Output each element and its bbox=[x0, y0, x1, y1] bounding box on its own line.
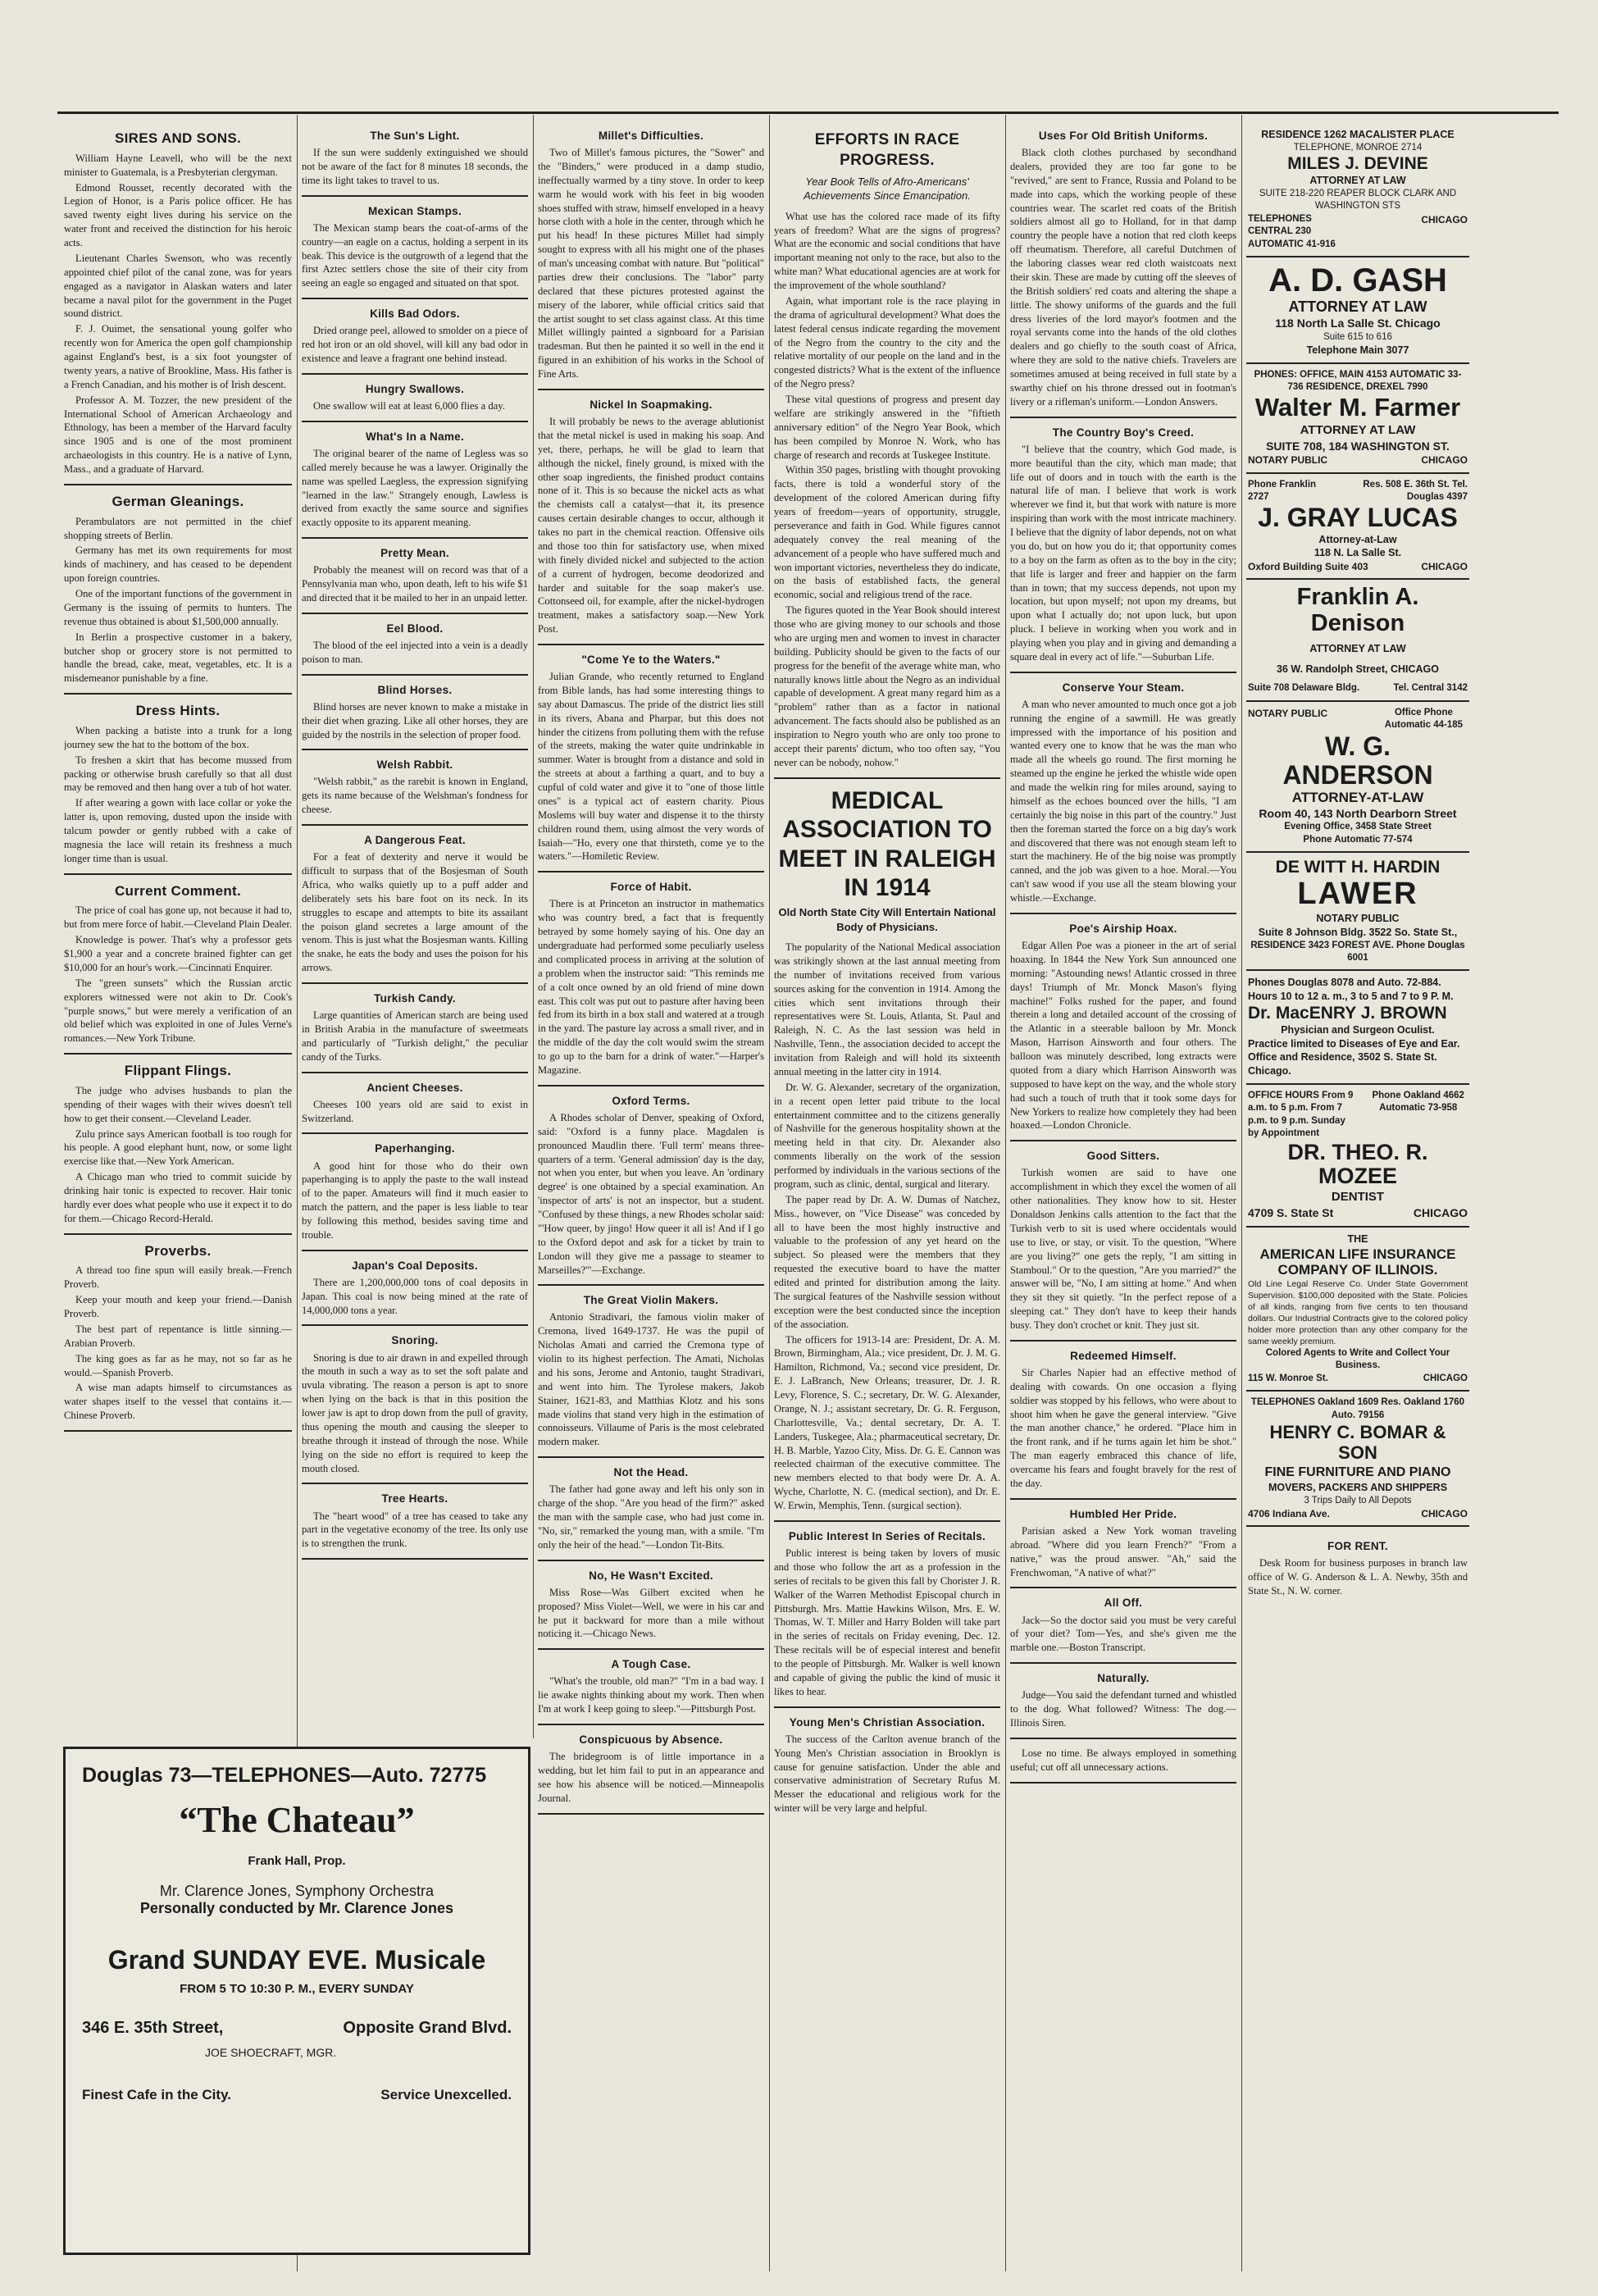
chateau-phones: Douglas 73—TELEPHONES—Auto. 72775 bbox=[82, 1764, 487, 1787]
article-heading: Good Sitters. bbox=[1086, 1150, 1160, 1163]
ad-farmer-address: SUITE 708, 184 WASHINGTON ST. bbox=[1266, 439, 1450, 453]
article-heading: Conspicuous by Absence. bbox=[579, 1733, 723, 1746]
ad-lucas-building: Oxford Building Suite 403 bbox=[1248, 561, 1368, 572]
column-divider bbox=[769, 115, 770, 2271]
ad-devine-phones: TELEPHONES CENTRAL 230 AUTOMATIC 41-916 bbox=[1248, 213, 1336, 249]
ad-life-text: Old Line Legal Reserve Co. Under State Government Supervision. $100,000 deposited with the State. Policies of all kinds, ranging from five cents to ten thousand dollars. Our Industrial Contracts give to the colored policy holder more protection than any other company for the same weekly premium. bbox=[1248, 1278, 1468, 1346]
article-text: Parisian asked a New York woman traveling abroad. "Where did you learn French?" "From a native," was the proud answer. "Ah," said the Frenchwoman, "A native of what?" bbox=[1010, 1524, 1236, 1578]
article-rule bbox=[774, 1706, 1000, 1708]
article-rule bbox=[774, 777, 1000, 779]
ad-hardin-address: Suite 8 Johnson Bldg. 3522 So. State St., bbox=[1258, 926, 1458, 938]
article-rule bbox=[1010, 417, 1236, 418]
ad-anderson-phone: Office Phone Automatic 44-185 bbox=[1384, 707, 1464, 731]
paragraph: Edmond Rousset, recently decorated with the Legion of Honor, is a Paris police officer. He has saved twenty eight lives during his service on the water front and received the distinction for his heroic acts. bbox=[64, 181, 292, 249]
ad-hardin-name: DE WITT H. HARDIN bbox=[1275, 858, 1441, 877]
article-text: The paper read by Dr. A. W. Dumas of Natchez, Miss., however, on "Vice Disease" was conceded by all to have been the most highly instructive and valuable to the profession of any yet heard on the subject. So pleased were the members that they requested the executive board to have the matter edited and printed for distribution among the laity. The surgical features of the Nashville session without exception were the best conducted since the inception of the association. bbox=[774, 1193, 1000, 1330]
ad-brown-practice: Practice limited to Diseases of Eye and Ear. bbox=[1248, 1037, 1460, 1050]
article-heading: Nickel In Soapmaking. bbox=[590, 398, 712, 411]
ad-anderson-evening: Evening Office, 3458 State Street bbox=[1284, 822, 1432, 832]
article-rule bbox=[1010, 1782, 1236, 1784]
ad-bomar-trips: 3 Trips Daily to All Depots bbox=[1304, 1495, 1412, 1506]
article-rule bbox=[774, 1520, 1000, 1522]
article-text: "What's the trouble, old man?" "I'm in a bad way. I lie awake nights thinking about my work. Then when I'm at work I keep going to sleep."—Pittsburgh Post. bbox=[538, 1675, 764, 1715]
article-rule bbox=[1010, 672, 1236, 673]
column-divider bbox=[533, 115, 534, 1738]
article-text: Jack—So the doctor said you must be very careful of your diet? Tom—Yes, and she's given me the marble one.—Boston Transcript. bbox=[1010, 1614, 1236, 1654]
article-rule bbox=[1010, 1738, 1236, 1739]
article-heading: Paperhanging. bbox=[375, 1142, 455, 1155]
chateau-prop: Frank Hall, Prop. bbox=[248, 1854, 346, 1868]
article-heading: Naturally. bbox=[1097, 1672, 1150, 1685]
article-text: A Rhodes scholar of Denver, speaking of Oxford, said: "Oxford is a funny place. Magdalen is pronounced Maudlin there. 'Full term' means three-quarters of a term. 'General admission' day is the day, not when you enter, but when you leave. An 'ordinary degree' is one obtained by a special examination. An 'inspector of arts' is not an inspector, but a student. "Confused by these things, a new Rhodes scholar said: "'How queer, by jingo! How queer it all is! And if I go to the Oxford depot and ask for a ticket by train to London will they give me a passage to steamer to Marseilles?'"—Exchange. bbox=[538, 1111, 764, 1276]
ad-life-city: CHICAGO bbox=[1423, 1373, 1468, 1383]
article-heading: Pretty Mean. bbox=[380, 547, 449, 560]
section-rule bbox=[64, 1233, 292, 1235]
recitals-heading: Public Interest In Series of Recitals. bbox=[788, 1529, 986, 1542]
ad-bomar-movers: MOVERS, PACKERS AND SHIPPERS bbox=[1268, 1482, 1448, 1494]
article-rule bbox=[302, 298, 528, 299]
article-rule bbox=[1010, 1340, 1236, 1342]
article-text: What use has the colored race made of its fifty years of freedom? What are the signs of progress? What are the economic and social conditions that have important meaning not only to the race, but also to the white man? What educational agencies are at work for the improvement of the whole southland? bbox=[774, 210, 1000, 292]
section-rule bbox=[64, 1430, 292, 1432]
section-heading: SIRES AND SONS. bbox=[114, 130, 242, 146]
section-heading: Dress Hints. bbox=[135, 703, 221, 719]
article-text: There are 1,200,000,000 tons of coal deposits in Japan. This coal is now being mined at the rate of 14,000,000 tons a year. bbox=[302, 1276, 528, 1316]
chateau-finest: Finest Cafe in the City. bbox=[82, 2087, 231, 2102]
chateau-conducted: Personally conducted by Mr. Clarence Jones bbox=[139, 1900, 454, 1916]
article-heading: Millet's Difficulties. bbox=[598, 130, 704, 142]
column-1 bbox=[64, 123, 292, 1730]
ad-life-name: AMERICAN LIFE INSURANCE COMPANY OF ILLINOIS. bbox=[1259, 1246, 1456, 1278]
medical-headline: MEDICAL ASSOCIATION TO MEET IN RALEIGH IN 1914 bbox=[778, 786, 996, 901]
article-heading: Tree Hearts. bbox=[381, 1492, 448, 1506]
ad-life-the: THE bbox=[1347, 1232, 1368, 1245]
article-heading: Snoring. bbox=[391, 1334, 439, 1347]
ad-brown-title: Physician and Surgeon Oculist. bbox=[1281, 1023, 1435, 1036]
article-heading: The Sun's Light. bbox=[370, 130, 460, 142]
article-text: Miss Rose—Was Gilbert excited when he proposed? Miss Violet—Well, we were in his car and he put it backward for more than a mile without noticing it.—Chicago News. bbox=[538, 1586, 764, 1640]
ad-bomar-city: CHICAGO bbox=[1421, 1508, 1468, 1520]
column-6-advertisements bbox=[1246, 123, 1469, 2271]
ad-devine-title: ATTORNEY AT LAW bbox=[1309, 175, 1406, 187]
paragraph: Lieutenant Charles Swenson, who was recently appointed chief pilot of the canal zone, was for years engaged as a navigator in Alaskan waters and later became a naval pilot for the government in the Puget sound district. bbox=[64, 252, 292, 320]
paragraph: Zulu prince says American football is too rough for his people. A good elephant hunt, now, or some light exercise like that.—New York American. bbox=[64, 1128, 292, 1168]
article-text: The father had gone away and left his only son in charge of the shop. "Are you head of the firm?" asked the man with the sample case, who had just come in. "No, sir," remarked the young man, with a smile. "I'm only the heir of the head."—London Tit-Bits. bbox=[538, 1483, 764, 1551]
ad-farmer-city: CHICAGO bbox=[1421, 454, 1468, 467]
ad-denison-name: Franklin A. Denison bbox=[1296, 584, 1419, 636]
ad-denison-title: ATTORNEY AT LAW bbox=[1309, 642, 1406, 654]
article-text: It will probably be news to the average ablutionist that the metal nickel is used in making his soap. And yet, there, perhaps, he will be glad to learn that although the nickel, finely ground, is mixed with the other soap ingredients, the finished product contains none of it. This is so because the nickel acts as what the chemists call a catalyst—that it, its presence causes certain desirable changes to occur, although it takes no part in the chemical reaction. Offensive oils and those too thin for satisfactory use, when mixed with finely divided nickel and subjected to the action of a current of hydrogen, become deodorized and harder and suitable for the soap maker's use. Cottonseed oil, for example, after the nickel-hydrogen treatment, makes a satisfactory soap.—New York Post. bbox=[538, 416, 764, 636]
article-text: The officers for 1913-14 are: President, Dr. A. M. Brown, Birmingham, Ala.; vice president, Dr. J. M. G. Hamilton, Richmond, Va.; second vice president, Dr. E. J. LaBranch, New Orleans; treasurer, Dr. J. R. Levy, Florence, S. C.; secretary, Dr. W. G. Alexander, Orange, N. J.; assistant secretary, Dr. G. R. Ferguson, Charlottesville, Va.; dental secretary, Dr. A. T. Landers, Tuskegee, Ala.; pharmaceutical secretary, Dr. H. B. Marble, Yazoo City, Miss. Dr. G. E. Cannon was reelected chairman of the executive committee. The new members elected to that body were Dr. A. A. Wyche, Charlotte, N. C. (medical section), and Dr. E. W. Erwin, Memphis, Tenn. (surgical section). bbox=[774, 1333, 1000, 1512]
article-text: Snoring is due to air drawn in and expelled through the mouth in such a way as to set the soft palate and uvula vibrating. The reason a person is apt to snore when lying on the back is that in this position the lower jaw is apt to drop down from the pull of gravity, thus opening the mouth and causing the sleeper to breathe through it instead of through the nose. While lying on the side no effort is required to keep the mouth closed. bbox=[302, 1351, 528, 1474]
article-text: Two of Millet's famous pictures, the "Sower" and the "Binders," were produced in a damp studio, ineffectually warmed by a tiny stove. In order to keep warm he would work with his feet in big wooden shoes stuffed with straw, himself enveloped in a heavy horse cloth with a hole in the center, through which he put his head! In these pictures Millet had simply sought to express with all his might one of the phases of man's unceasing combat with nature. But "political" parties drew their conclusions. The "labor" party declared that these pictures protested against the misery of the laborer, while official critics said that the artist sought to set class against class. At this time Millet willingly painted a signboard for a Parisian tradesman. But then he painted it so well in the end it figured in an exhibition of his works in the School of Fine Arts. bbox=[538, 147, 764, 380]
ad-devine-residence: RESIDENCE 1262 MACALISTER PLACE bbox=[1261, 129, 1455, 140]
article-text: Large quantities of American starch are being used in British Arabia in the manufacture of sweetmeats and particularly of "Turkish delight," the peculiar candy of the Turks. bbox=[302, 1009, 528, 1063]
article-heading: Humbled Her Pride. bbox=[1069, 1507, 1177, 1520]
chateau-service: Service Unexcelled. bbox=[380, 2087, 512, 2102]
ad-denison-phone: Tel. Central 3142 bbox=[1393, 683, 1468, 694]
article-rule bbox=[302, 1250, 528, 1251]
ad-lucas-city: CHICAGO bbox=[1421, 561, 1468, 572]
article-rule bbox=[538, 1724, 764, 1725]
paragraph: Perambulators are not permitted in the chief shopping streets of Berlin. bbox=[64, 515, 292, 541]
ad-rent-text: Desk Room for business purposes in branch law office of W. G. Anderson & L. A. Newby, 35th and State St., N. W. corner. bbox=[1248, 1557, 1468, 1597]
paragraph: Professor A. M. Tozzer, the new president of the International School of American Archaeology and Ethnology, has been a member of the Harvard faculty since 1905 and is one of the most prominent archaeologists in this country. He is a native of Lynn, Mass., and a graduate of Harvard. bbox=[64, 394, 292, 476]
article-rule bbox=[302, 195, 528, 197]
article-heading: Mexican Stamps. bbox=[367, 204, 462, 217]
ad-lucas-phone: Phone Franklin 2727 bbox=[1248, 479, 1317, 502]
article-heading: Not the Head. bbox=[613, 1466, 689, 1479]
article-rule bbox=[538, 1085, 764, 1086]
ad-gash-address: 118 North La Salle St. Chicago bbox=[1275, 316, 1441, 330]
ad-hardin-notary: NOTARY PUBLIC bbox=[1316, 913, 1400, 924]
article-heading: The Great Violin Makers. bbox=[583, 1294, 719, 1307]
article-text: The blood of the eel injected into a vein is a deadly poison to man. bbox=[302, 639, 528, 665]
article-heading: Turkish Candy. bbox=[374, 992, 456, 1005]
article-heading: No, He Wasn't Excited. bbox=[589, 1569, 713, 1582]
article-rule bbox=[1010, 1662, 1236, 1664]
ad-devine-name: MILES J. DEVINE bbox=[1287, 154, 1428, 174]
chateau-opposite: Opposite Grand Blvd. bbox=[343, 2019, 512, 2037]
ad-anderson-address: Room 40, 143 North Dearborn Street bbox=[1259, 806, 1457, 820]
section-rule bbox=[64, 873, 292, 875]
ad-denison-suite: Suite 708 Delaware Bldg. bbox=[1248, 683, 1360, 694]
ad-hardin-lawer: LAWER bbox=[1297, 877, 1418, 912]
article-heading: Welsh Rabbit. bbox=[376, 758, 453, 772]
article-text: Probably the meanest will on record was that of a Pennsylvania man who, upon death, left to his wife $1 and directed that it be mailed to her in an unpaid letter. bbox=[302, 564, 528, 604]
article-text: "Welsh rabbit," as the rarebit is known in England, gets its name because of the Welshman's fondness for cheese. bbox=[302, 776, 528, 816]
section-rule bbox=[64, 484, 292, 485]
ad-devine-res-phone: TELEPHONE, MONROE 2714 bbox=[1293, 142, 1423, 153]
article-heading: A Tough Case. bbox=[611, 1658, 691, 1671]
ad-devine-city: CHICAGO bbox=[1421, 213, 1468, 226]
article-text: The figures quoted in the Year Book should interest those who are giving money to our schools and those who are urging men and women to invest in character building. Publicity should be given to the facts of our progress for the benefit of the average white man, who naturally knows little about the Negro as an individual capable of development. A great many regard him as a "problem" rather than as a factor in national advancement. The facts should also be published as an inspiration to Negro youth who are only too prone to accept their parents' dictum, who too often say, "You never can be nobody, nohow." bbox=[774, 604, 1000, 768]
section-heading: Current Comment. bbox=[114, 882, 242, 899]
ad-farmer-phones: PHONES: OFFICE, MAIN 4153 AUTOMATIC 33-736 RESIDENCE, DREXEL 7990 bbox=[1254, 369, 1462, 393]
ad-bomar-name: HENRY C. BOMAR & SON bbox=[1269, 1422, 1446, 1464]
article-rule bbox=[302, 613, 528, 614]
article-rule bbox=[1010, 1587, 1236, 1588]
article-rule bbox=[302, 1558, 528, 1560]
article-rule bbox=[538, 389, 764, 390]
paragraph: A thread too fine spun will easily break.—French Proverb. bbox=[64, 1264, 292, 1291]
article-heading: Eel Blood. bbox=[386, 622, 444, 635]
article-text: Lose no time. Be always employed in something useful; cut off all unnecessary actions. bbox=[1010, 1747, 1236, 1773]
section-rule bbox=[64, 1053, 292, 1055]
article-rule bbox=[302, 674, 528, 676]
paragraph: The best part of repentance is little sinning.—Arabian Proverb. bbox=[64, 1323, 292, 1349]
ad-rent-heading: FOR RENT. bbox=[1327, 1540, 1388, 1553]
ad-farmer-notary: NOTARY PUBLIC bbox=[1248, 454, 1328, 467]
ad-lucas-title: Attorney-at-Law bbox=[1318, 533, 1397, 545]
article-rule bbox=[538, 1560, 764, 1561]
article-rule bbox=[538, 1648, 764, 1650]
article-text: The bridegroom is of little importance in a wedding, but let him fail to put in an appearance and see how his absence will be noticed.—Minneapolis Journal. bbox=[538, 1751, 764, 1804]
ymca-text: The success of the Carlton avenue branch of the Young Men's Christian association in Brooklyn is cause for genuine satisfaction. Under the able and conservative administration of Secretary Rufus M. Messer the educational and religious work for the winter will be very large and helpful. bbox=[774, 1733, 1000, 1815]
ad-life-agents: Colored Agents to Write and Collect Your Business. bbox=[1265, 1348, 1450, 1371]
top-rule bbox=[57, 112, 1559, 114]
column-4 bbox=[774, 123, 1000, 2271]
article-text: Black cloth clothes purchased by secondhand dealers, provided they are too far gone to be "revived," are sent to France, Russia and Poland to be made into caps, which the working people of these countries wear. The scarlet red coats of the British soldiers almost all go to Holland, for in that damp country the people have a notion that red cloth keeps off rheumatism. Therefore, all careful Dutchmen of the laboring classes wear red cloth waistcoats next their skin. These are made by cutting off the sleeves of the British soldiers' red coats and altering the shape a little. The showy uniforms of the guards and the full dress liveries of the lord mayor's footmen and the royal servants come into the hands of the old clothes dealers and go chiefly to the south coast of Africa, where they are sold to the native chiefs. Travelers are sometimes amused at being received in full state by a swarthy chief on his throne dressed out in footman's livery or a rifleman's uniform.—London Answers. bbox=[1010, 147, 1236, 408]
paragraph: A Chicago man who tried to commit suicide by drinking hair tonic is expected to recover. Hair tonic hardly ever does what people who use it expect it to do for them.—Chicago Record-Herald. bbox=[64, 1171, 292, 1224]
chateau-manager: JOE SHOECRAFT, MGR. bbox=[205, 2046, 337, 2059]
article-text: Again, what important role is the race playing in the drama of agricultural development? What does the latest federal census indicate regarding the movement of the Negro from the country to the city and the relative mortality of our people on the land and in the congested districts? What is the extent of the influence of the Negro press? bbox=[774, 294, 1000, 390]
article-rule bbox=[538, 1813, 764, 1815]
article-text: One swallow will eat at least 6,000 flies a day. bbox=[313, 399, 505, 412]
ad-mozee-hours: OFFICE HOURS From 9 a.m. to 5 p.m. From 7 p.m. to 9 p.m. Sunday by Appointment bbox=[1248, 1090, 1354, 1139]
ad-gash-phone: Telephone Main 3077 bbox=[1306, 344, 1409, 356]
ad-hardin-residence: RESIDENCE 3423 FOREST AVE. Phone Douglas 6001 bbox=[1250, 940, 1465, 963]
article-text: A good hint for those who do their own paperhanging is to apply the paste to the wall instead of to the paper. Amateurs will find it much easier to match the pattern, and the paper is less liable to tear by following this method, besides saving time and trouble. bbox=[302, 1159, 528, 1241]
article-heading: Japan's Coal Deposits. bbox=[352, 1259, 478, 1272]
section-heading: Flippant Flings. bbox=[124, 1063, 232, 1079]
paragraph: The king goes as far as he may, not so far as he would.—Spanish Proverb. bbox=[64, 1352, 292, 1378]
article-rule bbox=[302, 537, 528, 539]
ad-gash-title: ATTORNEY AT LAW bbox=[1288, 298, 1427, 316]
chateau-musicale: Grand SUNDAY EVE. Musicale bbox=[107, 1945, 486, 1975]
article-rule bbox=[302, 1072, 528, 1073]
article-heading: Conserve Your Steam. bbox=[1062, 681, 1185, 694]
article-rule bbox=[302, 749, 528, 750]
ad-anderson-title: ATTORNEY-AT-LAW bbox=[1291, 789, 1424, 805]
ad-brown-phones: Phones Douglas 8078 and Auto. 72-884. bbox=[1248, 977, 1441, 989]
article-heading: All Off. bbox=[1104, 1597, 1143, 1610]
article-text: Cheeses 100 years old are said to exist in Switzerland. bbox=[302, 1098, 528, 1124]
ad-denison-address: 36 W. Randolph Street, CHICAGO bbox=[1277, 663, 1439, 675]
article-heading: Poe's Airship Hoax. bbox=[1069, 922, 1177, 935]
article-text: Julian Grande, who recently returned to England from Bible lands, has had some interesting things to say about Damascus. The pride of the district lies still in its rivers, Abana and Pharpar, but this does not hinder the citizens from polluting them with the refuse of the streets, making the water quite undrinkable in summer. Water is brought from a distance and sold in the streets at about a farthing a quart, and to buy a cupful of cold water and give it to "one of those little ones" is a typical act of eastern charity. Pious Moslems will buy water and dispense it to the thirsty children round them, using almost the very words of Isaiah—"Ho, every one that thirsteth, come ye to the waters."—Homiletic Review. bbox=[538, 671, 764, 863]
ad-farmer-name: Walter M. Farmer bbox=[1254, 393, 1461, 422]
article-text: For a feat of dexterity and nerve it would be difficult to surpass that of the Bosjesman of South Africa, who walks quietly up to a puff adder and deliberately sets his bare foot on its neck. In its struggles to escape and attempts to bite its assailant the poison gland secretes a large amount of the venom. This is just what the Bosjesman wants. Killing the snake, he eats the body and uses the poison for his arrows. bbox=[302, 851, 528, 974]
article-heading: Kills Bad Odors. bbox=[370, 308, 460, 321]
chateau-address: 346 E. 35th Street, bbox=[82, 2019, 224, 2037]
article-rule bbox=[538, 644, 764, 645]
ad-mozee-city: CHICAGO bbox=[1413, 1206, 1468, 1220]
article-heading: A Dangerous Feat. bbox=[364, 834, 466, 847]
paragraph: In Berlin a prospective customer in a bakery, butcher shop or grocery store is not permitted to handle the bread, cake, meat, vegetables, etc. It is a misdemeanor punishable by a fine. bbox=[64, 631, 292, 685]
article-text: The Mexican stamp bears the coat-of-arms of the country—an eagle on a cactus, holding a serpent in its beak. This device is the outgrowth of a legend that the first Aztec settlers chose the site of their city from seeing an eagle so engaged and situated on that spot. bbox=[302, 221, 528, 289]
column-3 bbox=[538, 123, 764, 2271]
column-2 bbox=[302, 123, 528, 1730]
chateau-hours: FROM 5 TO 10:30 P. M., EVERY SUNDAY bbox=[180, 1982, 414, 1996]
article-rule bbox=[302, 421, 528, 422]
article-text: If the sun were suddenly extinguished we should not be aware of the fact for 8 minutes 18 seconds, the time its light takes to travel to us. bbox=[302, 147, 528, 186]
paragraph: William Hayne Leavell, who will be the next minister to Guatemala, is a Presbyterian clergyman. bbox=[64, 152, 292, 178]
ad-brown-address: Office and Residence, 3502 S. State St. Chicago. bbox=[1248, 1051, 1437, 1077]
ad-bomar-phones: TELEPHONES Oakland 1609 Res. Oakland 1760 Auto. 79156 bbox=[1250, 1397, 1465, 1420]
ad-lucas-residence: Res. 508 E. 36th St. Tel. Douglas 4397 bbox=[1363, 479, 1468, 502]
article-rule bbox=[302, 1483, 528, 1484]
article-rule bbox=[302, 982, 528, 984]
paragraph: If after wearing a gown with lace collar or yoke the latter is, upon removing, dusted upon the inside with talcum powder or gently rubbed with a cake of magnesia the lace will retain its freshness a much longer time than is usual. bbox=[64, 797, 292, 864]
chateau-name: “The Chateau” bbox=[179, 1800, 415, 1840]
paragraph: One of the important functions of the government in Germany is the issuing of permits to hunters. The revenue thus obtained is about $1,500,000 annually. bbox=[64, 588, 292, 627]
paragraph: The "green sunsets" which the Russian arctic explorers witnessed were not akin to Dr. Cook's "purple snows," but were merely a verification of an old belief which was exploited in one of Jules Verne's romances.—New York Tribune. bbox=[64, 977, 292, 1045]
article-rule bbox=[538, 871, 764, 872]
section-heading: German Gleanings. bbox=[112, 493, 244, 509]
paragraph: The price of coal has gone up, not because it had to, but from mere force of habit.—Cleveland Plain Dealer. bbox=[64, 904, 292, 931]
ad-anderson-notary: NOTARY PUBLIC bbox=[1248, 707, 1328, 719]
ad-lucas-address: 118 N. La Salle St. bbox=[1313, 547, 1402, 559]
article-rule bbox=[302, 373, 528, 375]
article-text: The original bearer of the name of Legless was so called merely because he was a lawyer. Originally the name was spelled Laegless, the expression signifying "learned in the law." Strangely enough, Lawless is derived from exactly the same source and signifies exactly opposite to its apparent meaning. bbox=[302, 447, 528, 529]
ad-devine-address: SUITE 218-220 REAPER BLOCK CLARK AND WASHINGTON STS bbox=[1259, 189, 1457, 212]
article-text: Edgar Allen Poe was a pioneer in the art of serial hoaxing. In 1844 the New York Sun announced one morning: "Astounding news! Atlantic crossed in three days! Triumph of Mr. Monck Mason's flying machine!" Folks rushed for the paper, and found therein a long and detailed account of the crossing of the Atlantic in a steerable balloon by Mr. Monck Mason, Harrison Ainsworth and four others. The balloon was minutely described, long extracts were quoted from a diary which Harrison Ainsworth was supposed to have kept on the way, and the whole story had such a touch of truth that it took some days for New Yorkers to realize how completely they had been hoaxed.—London Chronicle. bbox=[1010, 940, 1236, 1132]
paragraph: Knowledge is power. That's why a professor gets $1,900 a year and a concrete brained fighter can get $10,000 for an hour's work.—Cincinnati Enquirer. bbox=[64, 934, 292, 973]
ad-mozee-address: 4709 S. State St bbox=[1248, 1206, 1334, 1220]
article-rule bbox=[538, 1284, 764, 1286]
paragraph: The judge who advises husbands to plan the spending of their wages with their wives doesn't tell how to get their consent.—Cleveland Leader. bbox=[64, 1084, 292, 1124]
chateau-advertisement bbox=[63, 1747, 530, 2255]
article-text: Blind horses are never known to make a mistake in their diet when grazing. Like all other horses, they are guided by the nostrils in the selection of proper food. bbox=[302, 700, 528, 740]
article-heading: What's In a Name. bbox=[365, 430, 465, 443]
article-rule bbox=[1010, 913, 1236, 914]
race-progress-headline: EFFORTS IN RACE PROGRESS. bbox=[814, 131, 960, 170]
article-text: Turkish women are said to have one accomplishment in which they excel the women of all other nationalities. They know how to sit. Hester Donaldson Jenkins calls attention to the fact that the Turkish verb to sit is used where occidentals would use to live, or stay, or visit. To the question, "Where are you living?" one gets the reply, "I am sitting in Stamboul." Or to the question, "Are you married?" the answer will be, "No, I am sitting at home." And when they sit they sit quietly. "In the perfect repose of a sleeping cat." They don't have to keep their hands busy. They don't crochet or knit. They just sit. bbox=[1010, 1167, 1236, 1332]
article-heading: Uses For Old British Uniforms. bbox=[1038, 130, 1209, 142]
ad-mozee-name: DR. THEO. R. MOZEE bbox=[1287, 1139, 1428, 1189]
article-rule bbox=[1010, 1498, 1236, 1500]
paragraph: To freshen a skirt that has become mussed from packing or otherwise brush carefully so that all dust may be removed and then hang over a tub of hot water. bbox=[64, 754, 292, 794]
ad-mozee-title: DENTIST bbox=[1331, 1189, 1385, 1204]
paragraph: Germany has met its own requirements for most kinds of machinery, and has ceased to be dependent upon foreign countries. bbox=[64, 544, 292, 585]
paragraph: F. J. Ouimet, the sensational young golfer who recently won for America the open golf championship against England's best, is a six foot youngster of twenty years, a native of Brookline, Mass. His father is a French Canadian, and his mother is of Irish descent. bbox=[64, 323, 292, 390]
article-heading: The Country Boy's Creed. bbox=[1052, 426, 1195, 439]
article-text: The popularity of the National Medical association was strikingly shown at the last annual meeting from the number of invitations received from various sources asking for the convention in 1914. Among the cities which sent invitations through their representatives were St. Louis, Atlanta, St. Paul and Raleigh, N. C. As the last session was held in Nashville, Tenn., the association decided to accept the invitation from Raleigh and will hold its sixteenth annual meeting in the latter city in 1914. bbox=[774, 941, 1000, 1077]
column-divider bbox=[1005, 115, 1006, 2271]
article-text: Sir Charles Napier had an effective method of dealing with cowards. On one occasion a flying soldier was stopped by his fellows, who were about to shoot him when he gave the general interview. "Give the man another chance," he ordered. "Place him in the front rank, and if he turns again let him be shot." The man eagerly embraced this chance of life, overcame his fears and fought bravely for the rest of the day. bbox=[1010, 1366, 1236, 1489]
article-rule bbox=[302, 1324, 528, 1326]
paragraph: A wise man adapts himself to circumstances as water shapes itself to the vessel that contains it.—Chinese Proverb. bbox=[64, 1382, 292, 1422]
ad-farmer-title: ATTORNEY AT LAW bbox=[1300, 422, 1416, 437]
ad-anderson-automatic: Phone Automatic 77-574 bbox=[1303, 834, 1413, 845]
ad-brown-name: Dr. MacENRY J. BROWN bbox=[1248, 1003, 1447, 1023]
article-heading: Ancient Cheeses. bbox=[366, 1081, 463, 1094]
article-heading: Blind Horses. bbox=[377, 683, 453, 696]
article-heading: Redeemed Himself. bbox=[1070, 1349, 1177, 1362]
article-text: "I believe that the country, which God made, is more beautiful than the city, which man made; that life out of doors and in touch with the earth is the natural life of man. I believe that work is work wherever we find it, but that work with nature is more inspiring than work with the most intricate machinery. I believe that the dignity of labor depends, not on what you do, but on how you do it; that opportunity comes to a boy on the farm as often as to the boy in the city; that life is larger and freer and happier on the farm than in town; that my success depends, not upon my location, but upon myself; not upon my dreams, but upon what I actually do; not upon luck, but upon pluck. I believe in working when you work and in playing when you play and in giving and demanding a square deal in every act of life."—Suburban Life. bbox=[1010, 443, 1236, 663]
article-rule bbox=[1010, 1140, 1236, 1141]
ad-brown-hours: Hours 10 to 12 a. m., 3 to 5 and 7 to 9 P. M. bbox=[1248, 991, 1454, 1003]
article-heading: "Come Ye to the Waters." bbox=[581, 654, 721, 667]
article-text: A man who never amounted to much once got a job running the engine of a sawmill. He was greatly impressed with the importance of his position and wanted every one to know that he was the man who made all the wheels go round. The first morning he steamed up the engine he jerked the whistle wide open and made the welkin ring for miles around, saying to himself as the echoes bounced over the hills, "I am certainly the big noise in this part of the country." Just then the foreman started the force on a big day's work and discovered that there was not enough steam left to start the machinery. He of the big noise was promptly canned, and the job was given to a hoe. Moral.—You can't saw wood if you use all the steam blowing your whistle.—Exchange. bbox=[1010, 698, 1236, 904]
ad-bomar-address: 4706 Indiana Ave. bbox=[1248, 1508, 1330, 1520]
column-divider bbox=[1241, 115, 1242, 2271]
article-rule bbox=[538, 1456, 764, 1458]
section-rule bbox=[64, 693, 292, 695]
article-text: Dr. W. G. Alexander, secretary of the organization, in a recent open letter paid tribute to the local entertainment committee and to the citizens generally of Nashville for the generous hospitality shown at the meeting held in that city. Dr. Alexander also comments liberally on the work of the session performed by individuals in the various sections of the program, such as clinic, dental, surgical and literary. bbox=[774, 1081, 1000, 1190]
ad-life-address: 115 W. Monroe St. bbox=[1248, 1373, 1328, 1383]
ad-anderson-name: W. G. ANDERSON bbox=[1282, 731, 1433, 790]
article-text: Within 350 pages, bristling with thought provoking facts, there is told a wonderful story of the development of the colored American during fifty years of freedom—years of opportunity, struggle, perseverance and faith in God. While figures cannot adequately convey the real meaning of the advancement of a people who have suffered much and won important victories, nevertheless they do indicate, on the basis of established facts, the general economic, social and religious trend of the race. bbox=[774, 464, 1000, 601]
ad-lucas-name: J. GRAY LUCAS bbox=[1258, 503, 1458, 533]
ad-gash-name: A. D. GASH bbox=[1268, 262, 1447, 299]
paragraph: When packing a batiste into a trunk for a long journey sew the hat to the bottom of the box. bbox=[64, 724, 292, 750]
ad-bomar-title: FINE FURNITURE AND PIANO bbox=[1264, 1465, 1451, 1479]
medical-subhead: Old North State City Will Entertain National Body of Physicians. bbox=[778, 906, 996, 933]
recitals-text: Public interest is being taken by lovers of music and those who follow the art as a profession in the series of recitals to be given this fall by Chorister J. R. Walker of the Warren Methodist Episcopal church in Pittsburgh. Mrs. Mattie Hawkins Wilson, Mrs. E. W. Thomas, W. T. Miller and Harry Bolden will take part in the series of recitals on Friday evening, Dec. 12. These recitals will be of especial interest and benefit to the people of Pittsburgh. Mr. Walker is well known and capable of giving the public the kind of music it likes to hear. bbox=[774, 1547, 1000, 1697]
article-heading: Oxford Terms. bbox=[612, 1094, 690, 1107]
article-text: Antonio Stradivari, the famous violin maker of Cremona, lived 1649-1737. He was the pupil of Nicholas Amati and carried the Cremona type of violin to its highest perfection. The Amati, Nicholas and his sons, Jerome and Antonio, taught Stradivari, and went into him. The Tyrolese makers, Jakob Stainer, 1621-83, and Matthias Klotz and his sons made violins that stand very high in the estimation of connoisseurs. Villaume of Paris is the most celebrated modern maker. bbox=[538, 1311, 764, 1448]
ad-mozee-phone: Phone Oakland 4662 Automatic 73-958 bbox=[1372, 1090, 1464, 1114]
column-5 bbox=[1010, 123, 1236, 2271]
article-rule bbox=[302, 824, 528, 826]
article-text: The "heart wood" of a tree has ceased to take any part in the vegetative economy of the tree. Its only use is to strengthen the trunk. bbox=[302, 1510, 528, 1550]
article-text: Dried orange peel, allowed to smolder on a piece of red hot iron or an old shovel, will kill any bad odor in existence and leave a fragrant one behind instead. bbox=[302, 325, 528, 364]
article-rule bbox=[302, 1132, 528, 1134]
ad-gash-suite: Suite 615 to 616 bbox=[1323, 331, 1392, 342]
section-heading: Proverbs. bbox=[144, 1242, 212, 1259]
article-text: There is at Princeton an instructor in mathematics who was country bred, a fact that is frequently betrayed by some homely saying of his. One day an undergraduate had performed some peculiarly useless and complicated process in arriving at the solution of a problem when the instructor said: "This reminds me of a colt once owned by an old friend of mine down east. This colt was put out to pasture after having been fed from its birth in a box stall and watered at a trough in the yard. The pasture lay across a small river, and in the middle of the day the colt would swim the stream to go up to the barn for a drink of water."—Harper's Magazine. bbox=[538, 898, 764, 1076]
race-progress-subhead: Year Book Tells of Afro-Americans' Achievements Since Emancipation. bbox=[804, 175, 971, 203]
article-text: Judge—You said the defendant turned and whistled to the dog. What followed? Witness: The dog.—Illinois Siren. bbox=[1010, 1689, 1236, 1729]
paragraph: Keep your mouth and keep your friend.—Danish Proverb. bbox=[64, 1294, 292, 1320]
article-heading: Force of Habit. bbox=[610, 881, 692, 894]
ymca-heading: Young Men's Christian Association. bbox=[789, 1715, 986, 1729]
article-text: These vital questions of progress and present day welfare are strikingly answered in the "fiftieth anniversary edition" of the Negro Year Book, which has been compiled by Monroe N. Work, who has charge of research and records at Tuskegee Institute. bbox=[774, 394, 1000, 461]
chateau-orchestra: Mr. Clarence Jones, Symphony Orchestra bbox=[159, 1883, 435, 1899]
article-heading: Hungry Swallows. bbox=[365, 382, 465, 395]
